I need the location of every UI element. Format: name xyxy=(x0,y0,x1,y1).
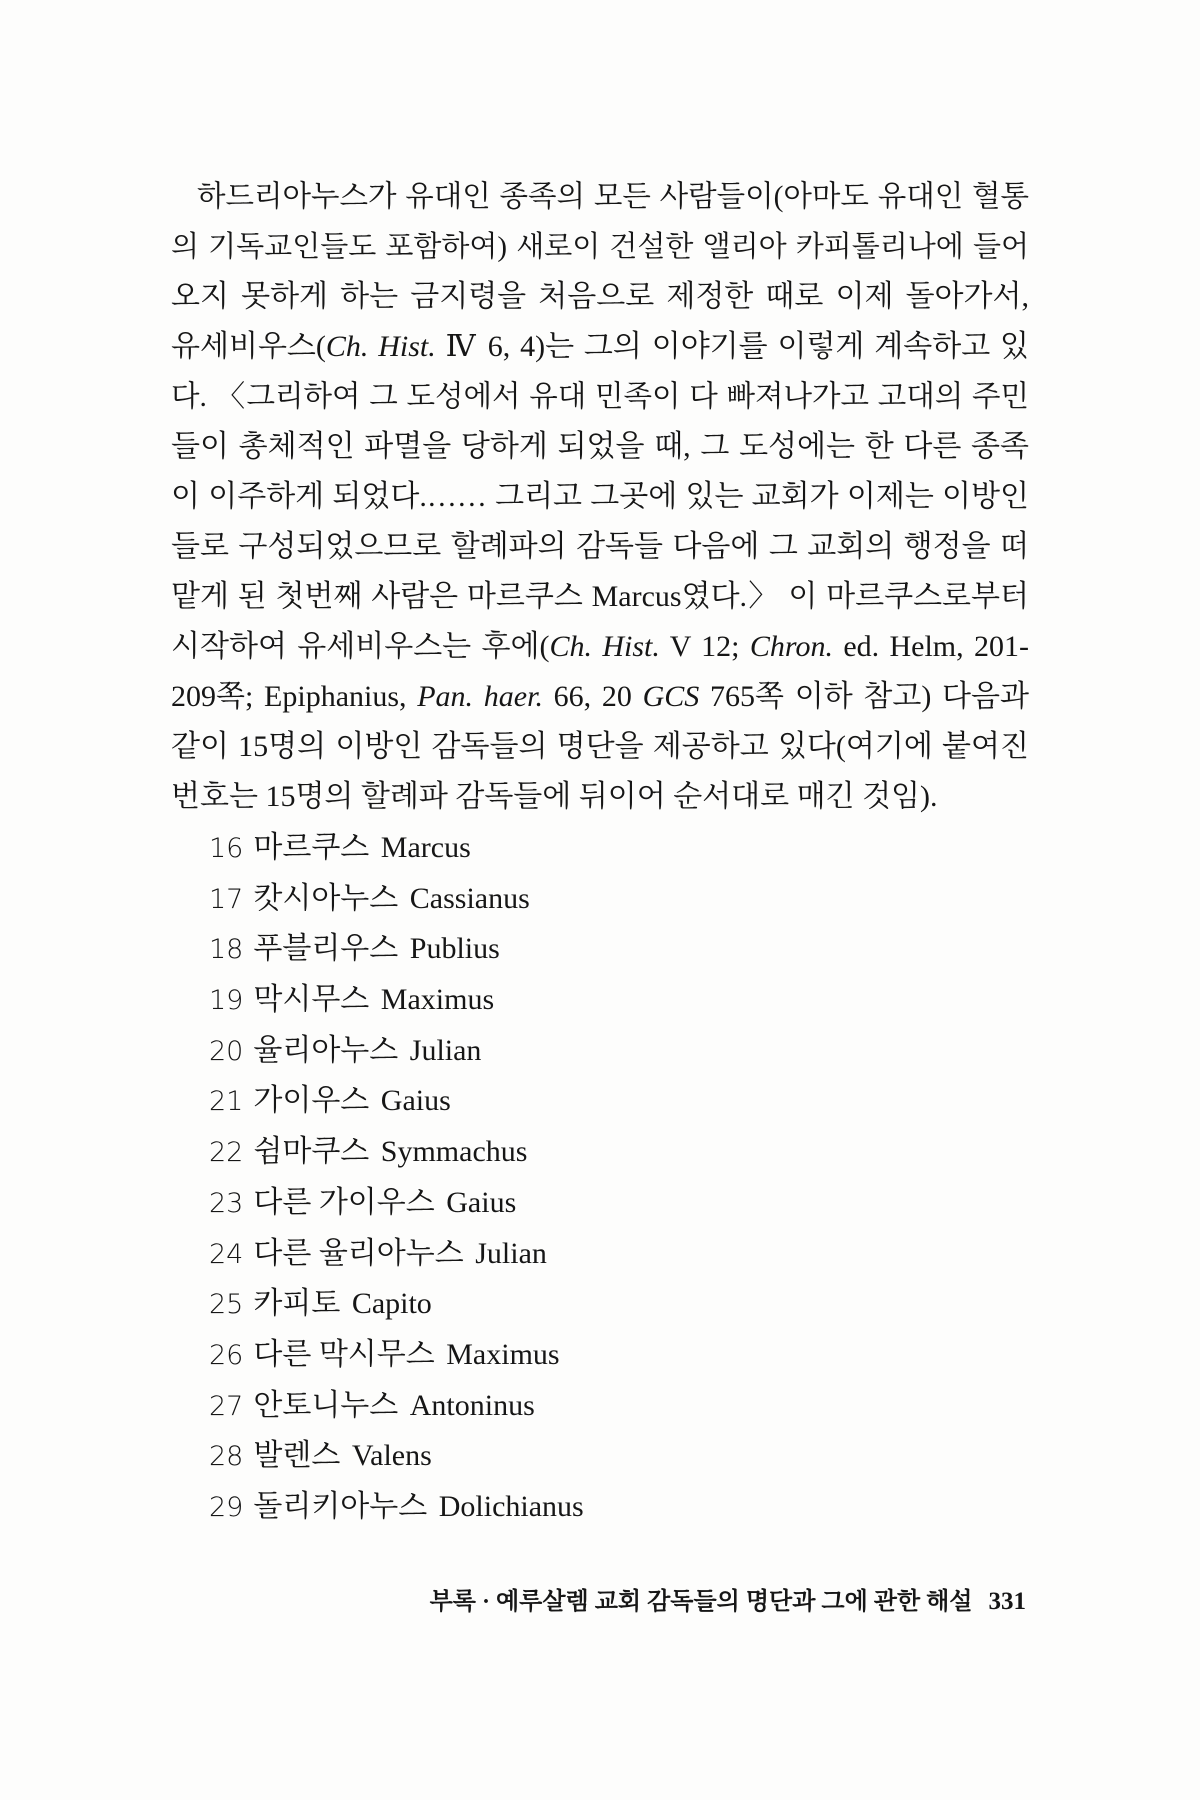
item-latin-name: Gaius xyxy=(446,1185,517,1219)
item-number: 27 xyxy=(209,1390,244,1422)
text-run: V 12; xyxy=(659,630,750,663)
item-korean-name: 푸블리우스 xyxy=(253,932,399,966)
item-latin-name: Symmachus xyxy=(380,1135,528,1169)
text-run: 이 이주하게 되었다.…… 그리고 그곳에 있는 교회가 이제는 이방인 xyxy=(171,480,1029,513)
list-item xyxy=(209,1076,909,1127)
item-number: 26 xyxy=(209,1339,244,1371)
paragraph-line xyxy=(171,172,1029,222)
item-latin-name: Gaius xyxy=(380,1084,451,1118)
item-latin-name: Cassianus xyxy=(409,881,530,915)
paragraph-line xyxy=(171,372,1029,422)
text-run: 209쪽; Epiphanius, xyxy=(171,680,418,713)
item-number: 25 xyxy=(209,1289,244,1321)
list-item xyxy=(209,823,909,874)
item-korean-name: 가이우스 xyxy=(253,1084,370,1118)
item-number: 17 xyxy=(209,883,244,915)
item-latin-name: Maximus xyxy=(446,1337,560,1371)
item-korean-name: 쉼마쿠스 xyxy=(253,1135,370,1169)
text-run: 66, 20 xyxy=(542,680,643,713)
text-run: 시작하여 유세비우스는 후에( xyxy=(171,630,550,663)
italic-citation: Ch. Hist. xyxy=(549,630,660,663)
item-latin-name: Valens xyxy=(351,1439,432,1473)
item-latin-name: Dolichianus xyxy=(438,1489,584,1523)
item-korean-name: 안토니누스 xyxy=(253,1388,399,1422)
italic-citation: GCS xyxy=(642,680,700,713)
item-latin-name: Julian xyxy=(409,1033,482,1067)
list-item xyxy=(209,1178,909,1229)
italic-citation: Pan. haer. xyxy=(417,680,543,713)
paragraph-line xyxy=(171,772,1029,822)
paragraph-line xyxy=(171,622,1029,672)
body-paragraph xyxy=(171,172,1029,822)
paragraph-line xyxy=(171,272,1029,322)
paragraph-line xyxy=(171,722,1029,772)
page-number: 331 xyxy=(988,1588,1026,1615)
item-number: 21 xyxy=(209,1086,244,1118)
item-korean-name: 율리아누스 xyxy=(253,1033,399,1067)
running-title: 부록 · 예루살렘 교회 감독들의 명단과 그에 관한 해설 xyxy=(429,1589,973,1615)
text-run: 오지 못하게 하는 금지령을 처음으로 제정한 때로 이제 돌아가서, xyxy=(171,280,1029,313)
list-item xyxy=(209,874,909,925)
text-run: Ⅳ 6, 4)는 그의 이야기를 이렇게 계속하고 있 xyxy=(435,330,1029,363)
text-run: 유세비우스( xyxy=(171,330,326,363)
text-run: 다. 〈그리하여 그 도성에서 유대 민족이 다 빠져나가고 고대의 주민 xyxy=(171,381,1029,413)
list-item xyxy=(209,1330,909,1381)
list-item xyxy=(209,924,909,975)
text-run: 같이 15명의 이방인 감독들의 명단을 제공하고 있다(여기에 붙여진 xyxy=(171,730,1029,763)
italic-citation: Ch. Hist. xyxy=(325,330,436,363)
item-number: 16 xyxy=(209,833,244,864)
text-run: 의 기독교인들도 포함하여) 새로이 건설한 앨리아 카피톨리나에 들어 xyxy=(171,231,1029,263)
item-korean-name: 다른 율리아누스 xyxy=(253,1236,464,1270)
bishop-list xyxy=(209,823,909,1533)
list-item xyxy=(209,1229,909,1280)
running-footer xyxy=(430,1586,1026,1618)
text-run: 들이 총체적인 파멸을 당하게 되었을 때, 그 도성에는 한 다른 종족 xyxy=(171,430,1029,463)
item-korean-name: 카피토 xyxy=(253,1287,341,1321)
text-run: 들로 구성되었으므로 할례파의 감독들 다음에 그 교회의 행정을 떠 xyxy=(171,530,1029,563)
paragraph-line xyxy=(171,422,1029,472)
item-korean-name: 캇시아누스 xyxy=(253,881,399,915)
list-item xyxy=(209,1482,909,1533)
item-latin-name: Marcus xyxy=(380,831,471,864)
paragraph-line xyxy=(171,572,1029,622)
list-item xyxy=(209,1127,909,1178)
item-korean-name: 마르쿠스 xyxy=(253,831,370,864)
text-run: 하드리아누스가 유대인 종족의 모든 사람들이(아마도 유대인 혈통 xyxy=(197,181,1029,213)
list-item xyxy=(209,975,909,1026)
italic-citation: Chron. xyxy=(749,630,833,663)
text-run: ed. Helm, 201- xyxy=(832,630,1029,663)
item-number: 19 xyxy=(209,985,244,1017)
item-latin-name: Maximus xyxy=(380,983,495,1017)
item-korean-name: 다른 막시무스 xyxy=(253,1337,435,1371)
paragraph-line xyxy=(171,322,1029,372)
list-item xyxy=(209,1381,909,1432)
text-run: 맡게 된 첫번째 사람은 마르쿠스 Marcus였다.〉 이 마르쿠스로부터 xyxy=(171,580,1029,613)
item-korean-name: 다른 가이우스 xyxy=(253,1185,435,1219)
text-run: 765쪽 이하 참고) 다음과 xyxy=(699,680,1029,713)
list-item xyxy=(209,1279,909,1330)
item-latin-name: Capito xyxy=(351,1287,432,1321)
paragraph-line xyxy=(171,672,1029,722)
item-number: 20 xyxy=(209,1035,244,1067)
item-number: 29 xyxy=(209,1491,244,1523)
item-number: 28 xyxy=(209,1441,244,1473)
item-latin-name: Publius xyxy=(409,932,500,966)
list-item xyxy=(209,1431,909,1482)
paragraph-line xyxy=(171,472,1029,522)
item-number: 24 xyxy=(209,1238,244,1270)
item-latin-name: Antoninus xyxy=(409,1388,535,1422)
item-korean-name: 막시무스 xyxy=(253,983,370,1017)
item-korean-name: 돌리키아누스 xyxy=(253,1489,428,1523)
paragraph-line xyxy=(171,222,1029,272)
item-latin-name: Julian xyxy=(475,1236,547,1270)
paragraph-line xyxy=(171,522,1029,572)
item-number: 23 xyxy=(209,1187,244,1219)
list-item xyxy=(209,1026,909,1077)
item-number: 22 xyxy=(209,1137,244,1169)
item-number: 18 xyxy=(209,934,244,966)
text-run: 번호는 15명의 할례파 감독들에 뒤이어 순서대로 매긴 것임). xyxy=(171,780,938,813)
item-korean-name: 발렌스 xyxy=(253,1439,341,1473)
